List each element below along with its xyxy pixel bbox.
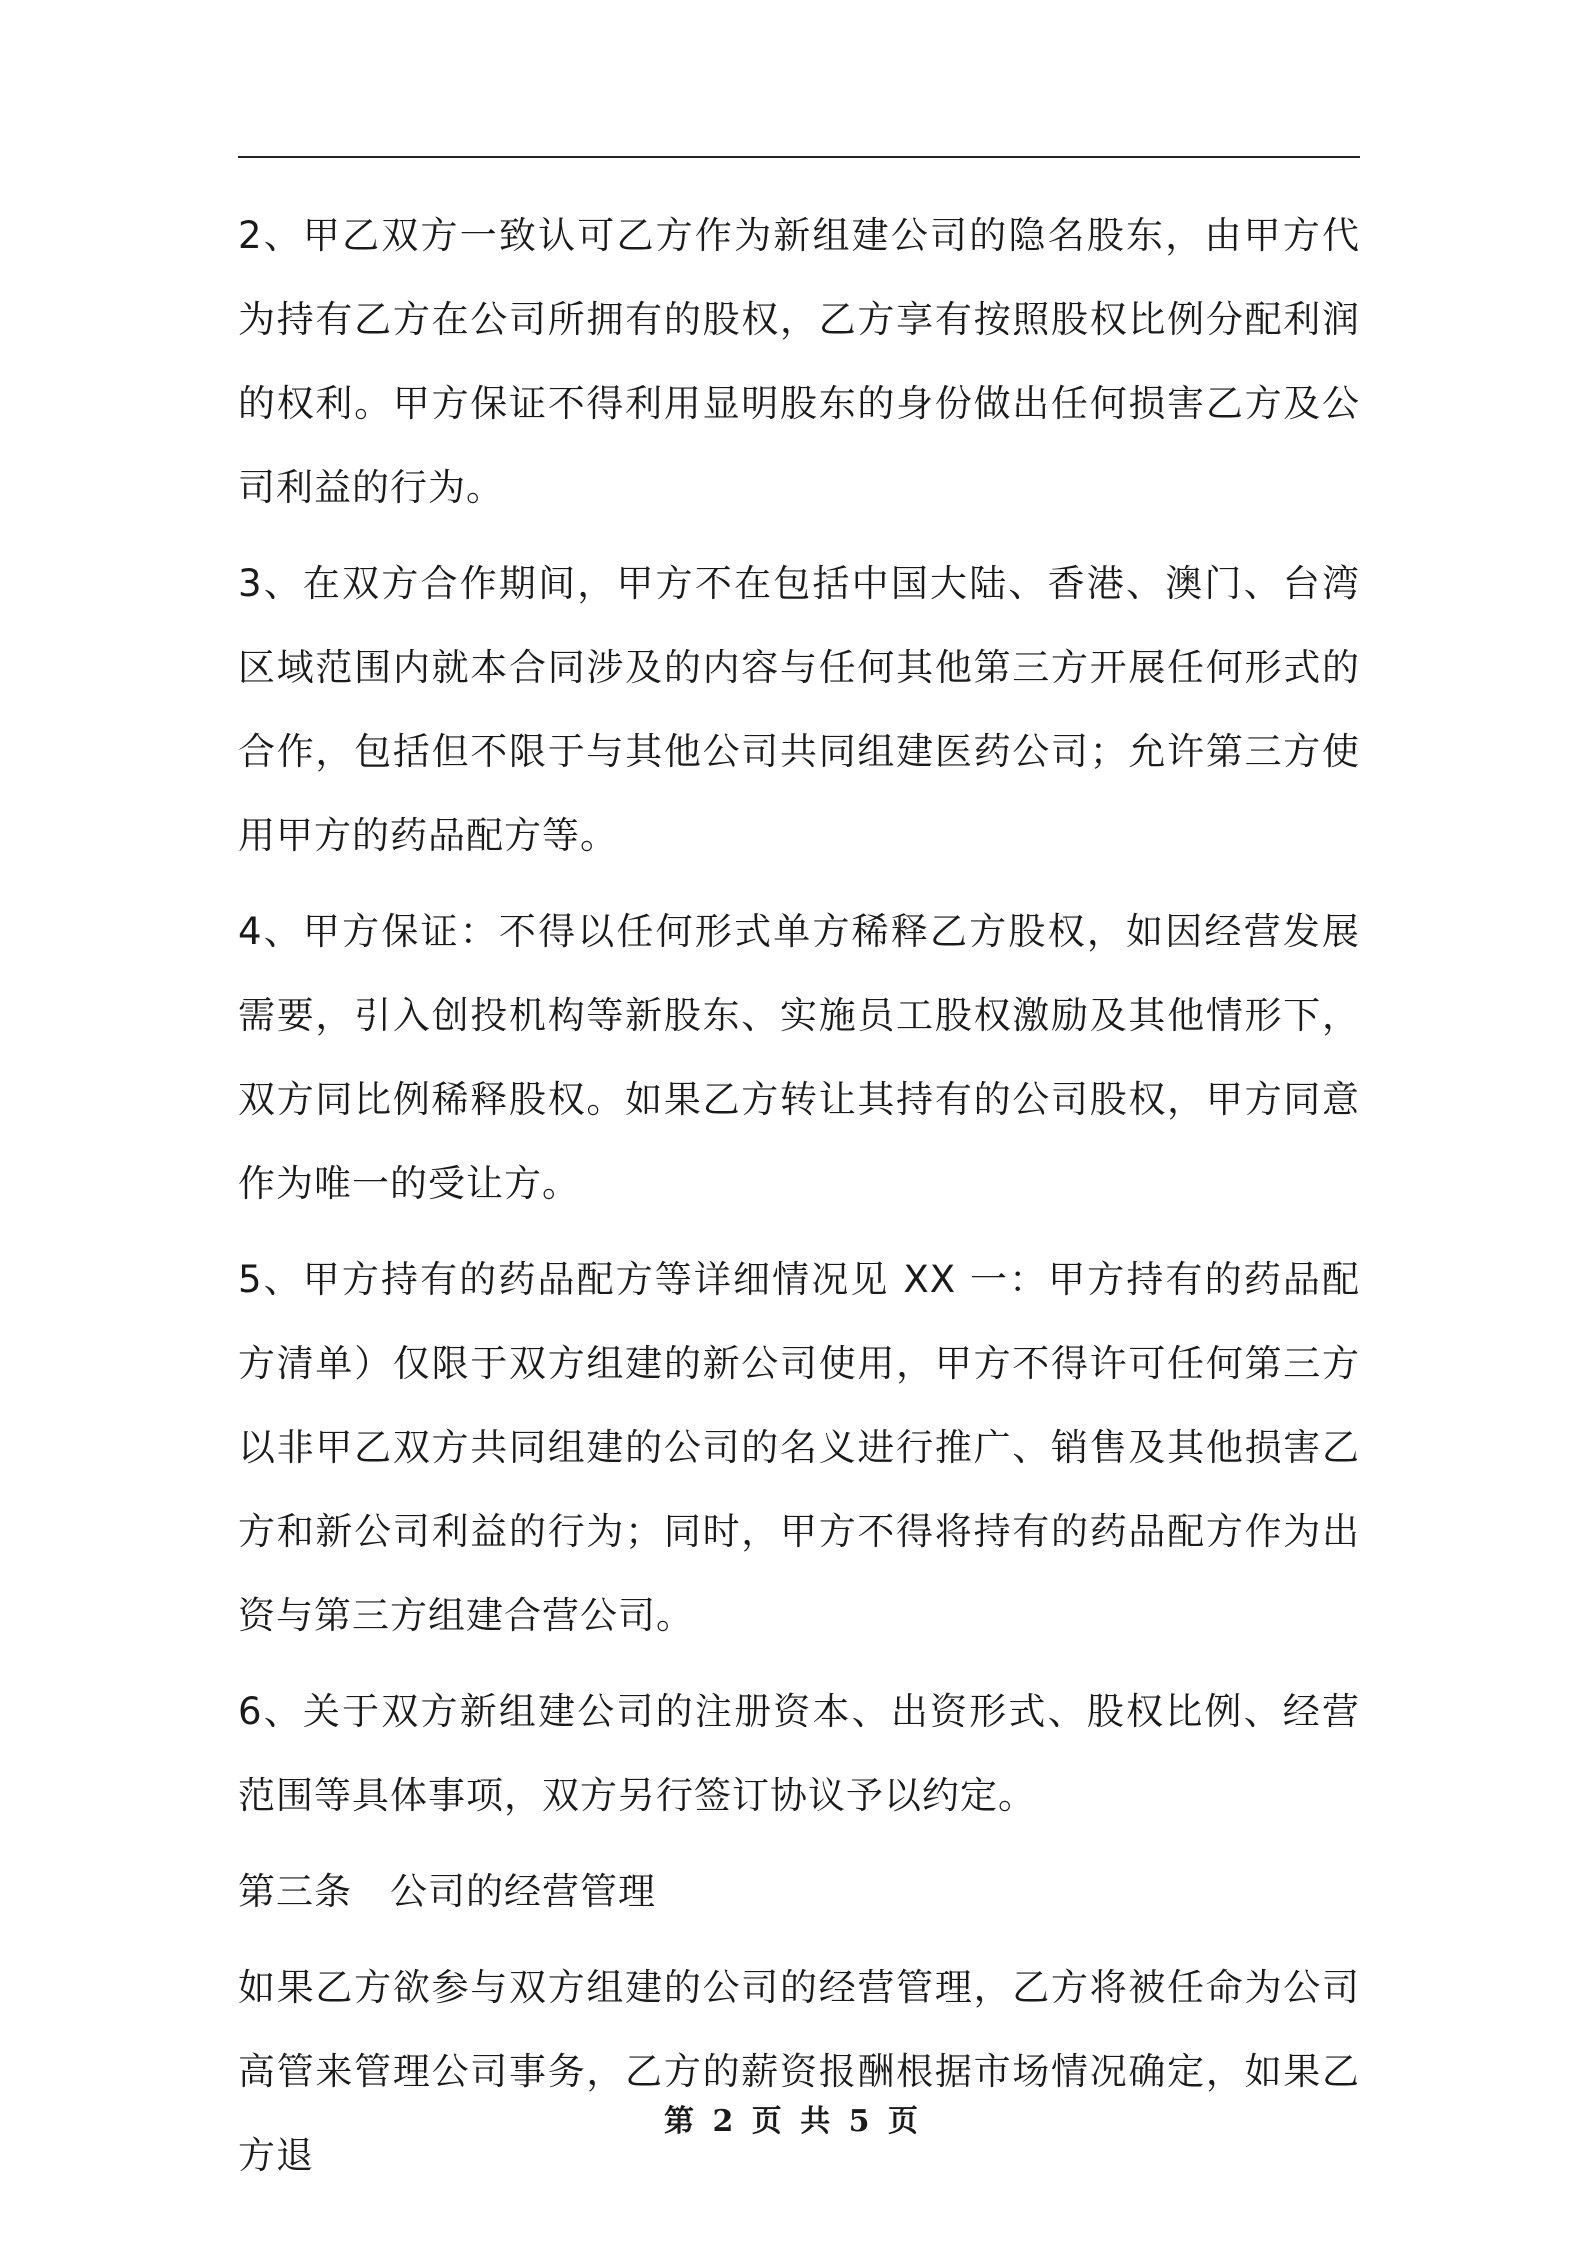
clause-4: 4、甲方保证：不得以任何形式单方稀释乙方股权，如因经营发展需要，引入创投机构等新股东、实施员工股权激励及其他情形下，双方同比例稀释股权。如果乙方转让其持有的公司股权，甲方同意作为唯一的受让方。 (238, 910, 1360, 1205)
document-body (238, 194, 1360, 2210)
page-number: 第 2 页 共 5 页 (664, 2104, 922, 2139)
section-heading: 第三条 公司的经营管理 (238, 1870, 656, 1913)
clause-2: 2、甲乙双方一致认可乙方作为新组建公司的隐名股东，由甲方代为持有乙方在公司所拥有的股权，乙方享有按照股权比例分配利润的权利。甲方保证不得利用显明股东的身份做出任何损害乙方及公司利益的行为。 (238, 214, 1360, 509)
clause-5: 5、甲方持有的药品配方等详细情况见 XX 一：甲方持有的药品配方清单）仅限于双方组建的新公司使用，甲方不得许可任何第三方以非甲乙双方共同组建的公司的名义进行推广、销售及其他损害乙方和新公司利益的行为；同时，甲方不得将持有的药品配方作为出资与第三方组建合营公司。 (238, 1258, 1360, 1637)
clause-3: 3、在双方合作期间，甲方不在包括中国大陆、香港、澳门、台湾区域范围内就本合同涉及的内容与任何其他第三方开展任何形式的合作，包括但不限于与其他公司共同组建医药公司；允许第三方使用甲方的药品配方等。 (238, 562, 1360, 857)
clause-6: 6、关于双方新组建公司的注册资本、出资形式、股权比例、经营范围等具体事项，双方另行签订协议予以约定。 (238, 1690, 1360, 1817)
header-divider (238, 156, 1360, 158)
section-paragraph: 如果乙方欲参与双方组建的公司的经营管理，乙方将被任命为公司高管来管理公司事务，乙方的薪资报酬根据市场情况确定，如果乙方退 (238, 1966, 1360, 2177)
